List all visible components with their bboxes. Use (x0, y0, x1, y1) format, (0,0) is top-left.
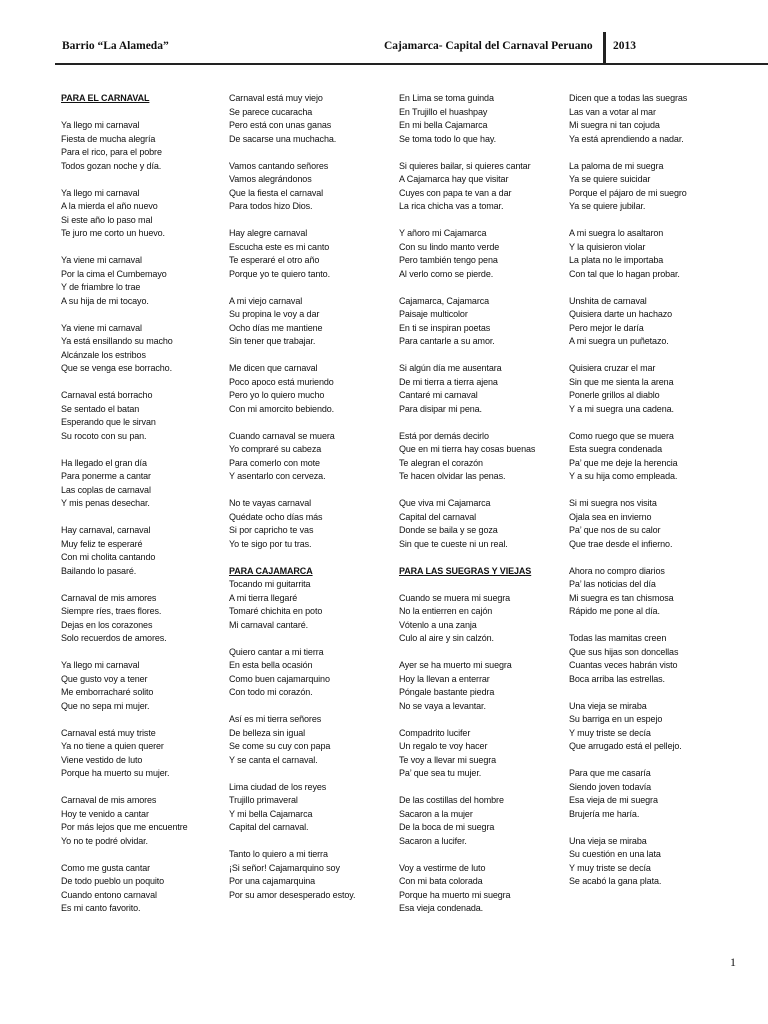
verse-line: A su hija de mi tocayo. (61, 295, 149, 306)
stanza (61, 457, 231, 511)
verse-line: Ponerle grillos al diablo (569, 390, 660, 400)
verse-line: Y muy triste se decía (569, 727, 651, 738)
stanza (229, 781, 399, 835)
verse-line: Fiesta de mucha alegría (61, 133, 156, 144)
verse-line: No te vayas carnaval (229, 498, 312, 508)
verse-line: Porque el pájaro de mi suegro (569, 187, 687, 198)
verse-line: Y a su hija como empleada. (569, 471, 678, 481)
verse-line: Y se canta el carnaval. (229, 754, 318, 765)
verse-line: Esa vieja de mi suegra (569, 795, 658, 805)
section-heading-block (399, 565, 569, 579)
verse-line: Por su amor desesperado estoy. (229, 889, 356, 900)
verse-line: Paisaje multicolor (399, 309, 468, 319)
verse-line: Y asentarlo con cerveza. (229, 471, 326, 481)
verse-line: Ya llego mi carnaval (61, 120, 140, 130)
verse-line: Siempre ríes, traes flores. (61, 606, 162, 616)
stanza (229, 497, 399, 551)
verse-line: De todo pueblo un poquito (61, 876, 165, 886)
verse-line: Unshita de carnaval (569, 295, 647, 306)
section-title: PARA LAS SUEGRAS Y VIEJAS (399, 565, 532, 576)
stanza (569, 160, 739, 214)
verse-line: Se sentado el batan (61, 403, 140, 414)
verse-line: Ya se quiere suicidar (569, 174, 651, 184)
verse-line: Yo no te podré olvidar. (61, 835, 148, 846)
verse-line: Para ponerme a cantar (61, 471, 151, 481)
verse-line: Ya llego mi carnaval (61, 187, 140, 198)
verse-line: Ocho días me mantiene (229, 322, 323, 333)
verse-line: Una vieja se miraba (569, 835, 647, 846)
verse-line: Un regalo te voy hacer (399, 741, 488, 751)
verse-line: Su propina le voy a dar (229, 309, 320, 319)
verse-line: Cuando entono carnaval (61, 889, 157, 900)
verse-line: Voy a vestirme de luto (399, 862, 486, 873)
verse-line: Esperando que le sirvan (61, 417, 156, 427)
stanza (229, 713, 399, 767)
verse-line: Como me gusta cantar (61, 862, 151, 873)
verse-line: Ha llegado el gran día (61, 457, 147, 468)
verse-line: Pero mejor le daría (569, 322, 644, 333)
verse-line: Trujillo primaveral (229, 795, 298, 805)
stanza (399, 362, 569, 416)
verse-line: No la entierren en cajón (399, 606, 493, 616)
verse-line: Que arrugado está el pellejo. (569, 741, 682, 751)
verse-line: Vamos alegrándonos (229, 174, 312, 184)
verse-line: Cuantas veces habrán visto (569, 660, 678, 670)
verse-line: Capital del carnaval. (229, 822, 309, 832)
stanza (399, 430, 569, 484)
verse-line: Que la fiesta el carnaval (229, 187, 324, 198)
verse-line: Para el rico, para el pobre (61, 147, 162, 157)
verse-line: Hoy te venido a cantar (61, 808, 149, 819)
verse-line: Porque ha muerto mi suegra (399, 889, 511, 900)
stanza (399, 862, 569, 916)
verse-line: Esta suegra condenada (569, 444, 662, 454)
verse-line: Con todo mi corazón. (229, 687, 313, 697)
verse-line: A mi tierra llegaré (229, 592, 298, 603)
verse-line: La paloma de mi suegra (569, 160, 664, 171)
verse-line: Tomaré chichita en poto (229, 606, 323, 616)
stanza (229, 362, 399, 416)
verse-line: Pero yo lo quiero mucho (229, 390, 325, 400)
verse-line: Hoy la llevan a enterrar (399, 673, 490, 684)
verse-line: Las coplas de carnaval (61, 484, 151, 495)
verse-line: Las van a votar al mar (569, 106, 656, 117)
stanza (61, 524, 231, 578)
verse-line: Vamos cantando señores (229, 160, 329, 171)
verse-line: Cuando se muera mi suegra (399, 592, 511, 603)
verse-line: Al verlo como se pierde. (399, 268, 494, 279)
verse-line: Vótenlo a una zanja (399, 619, 477, 630)
stanza (61, 592, 231, 646)
verse-line: Ahora no compro diarios (569, 565, 665, 576)
verse-line: Con mi amorcito bebiendo. (229, 403, 335, 414)
verse-line: Quiero cantar a mi tierra (229, 646, 324, 657)
verse-line: Todos gozan noche y día. (61, 160, 162, 171)
stanza (399, 497, 569, 551)
verse-line: Porque ha muerto su mujer. (61, 768, 170, 778)
header-divider (603, 32, 606, 65)
stanza (61, 254, 231, 308)
verse-line: Culo al aire y sin calzón. (399, 633, 494, 643)
verse-line: A mi suegra lo asaltaron (569, 228, 664, 238)
stanza (229, 646, 399, 700)
page-number: 1 (730, 955, 736, 969)
verse-line: En ti se inspiran poetas (399, 322, 491, 333)
stanza (61, 862, 231, 916)
verse-line: Rápido me pone al día. (569, 606, 660, 616)
verse-line: Sin que te cueste ni un real. (399, 538, 508, 549)
verse-line: A mi suegra un puñetazo. (569, 336, 669, 346)
verse-line: Su rocoto con su pan. (61, 430, 147, 441)
verse-line: Para todos hizo Dios. (229, 201, 313, 211)
verse-line: Pa’ que me deje la herencia (569, 457, 678, 468)
verse-line: Dicen que a todas las suegras (569, 93, 688, 103)
verse-line: Como buen cajamarquino (229, 673, 330, 684)
verse-line: Está por demás decirlo (399, 430, 489, 441)
verse-line: Se parece cucaracha (229, 106, 313, 117)
verse-line: Se come su cuy con papa (229, 741, 331, 751)
stanza (569, 227, 739, 281)
verse-line: Carnaval de mis amores (61, 795, 157, 805)
verse-line: Me emborracharé solito (61, 687, 154, 697)
verse-line: Pa’ que nos de su calor (569, 525, 661, 535)
stanza (61, 322, 231, 376)
verse-line: No se vaya a levantar. (399, 700, 486, 711)
verse-line: Ojala sea en invierno (569, 511, 652, 522)
verse-line: Su cuestión en una lata (569, 849, 661, 859)
verse-line: Ya viene mi carnaval (61, 255, 142, 265)
verse-line: Ya se quiere jubilar. (569, 201, 646, 211)
stanza (399, 659, 569, 713)
verse-line: Con tal que lo hagan probar. (569, 268, 680, 279)
stanza (61, 659, 231, 713)
verse-line: Cajamarca, Cajamarca (399, 295, 490, 306)
verse-line: Que gusto voy a tener (61, 673, 148, 684)
verse-line: Una vieja se miraba (569, 700, 647, 711)
verse-line: Mi carnaval cantaré. (229, 619, 309, 630)
stanza (61, 727, 231, 781)
stanza (399, 160, 569, 214)
verse-line: Sin que me sienta la arena (569, 376, 674, 387)
verse-line: De sacarse una muchacha. (229, 133, 337, 144)
verse-line: Yo compraré su cabeza (229, 444, 322, 454)
verse-line: Muy feliz te esperaré (61, 538, 143, 549)
verse-line: Te juro me corto un huevo. (61, 228, 165, 238)
verse-line: Poco apoco está muriendo (229, 376, 334, 387)
header-neighborhood: Barrio “La Alameda” (62, 40, 169, 52)
verse-line: Y de friambre lo trae (61, 282, 141, 292)
verse-line: Brujería me haría. (569, 808, 640, 819)
verse-line: La rica chicha vas a tomar. (399, 201, 504, 211)
verse-line: Mi suegra es tan chismosa (569, 592, 674, 603)
verse-line: Si mi suegra nos visita (569, 498, 657, 508)
section-title: PARA CAJAMARCA (229, 565, 313, 576)
verse-line: Quisiera darte un hachazo (569, 309, 673, 319)
verse-line: Cuyes con papa te van a dar (399, 187, 512, 198)
stanza (569, 565, 739, 619)
verse-line: De belleza sin igual (229, 727, 306, 738)
header-title: Cajamarca- Capital del Carnaval Peruano (384, 40, 593, 52)
stanza (229, 92, 399, 146)
verse-line: Con su lindo manto verde (399, 241, 500, 252)
verse-line: En Trujillo el huashpay (399, 106, 488, 117)
verse-line: A mi viejo carnaval (229, 295, 303, 306)
verse-line: Tanto lo quiero a mi tierra (229, 849, 328, 859)
stanza (229, 430, 399, 484)
stanza (569, 295, 739, 349)
stanza (61, 119, 231, 173)
verse-line: Y añoro mi Cajamarca (399, 228, 487, 238)
verse-line: Que viva mi Cajamarca (399, 498, 491, 508)
verse-line: Porque yo te quiero tanto. (229, 268, 330, 279)
verse-line: La plata no le importaba (569, 255, 664, 265)
verse-line: Viene vestido de luto (61, 754, 143, 765)
stanza (399, 92, 569, 146)
stanza (61, 389, 231, 443)
verse-line: Yo te sigo por tu tras. (229, 538, 312, 549)
verse-line: Alcánzale los estribos (61, 349, 146, 360)
verse-line: Para disipar mi pena. (399, 403, 482, 414)
stanza (229, 160, 399, 214)
stanza (399, 592, 569, 646)
verse-line: Si quieres bailar, si quieres cantar (399, 160, 531, 171)
verse-line: Te voy a llevar mi suegra (399, 754, 497, 765)
stanza (229, 848, 399, 902)
verse-line: A Cajamarca hay que visitar (399, 174, 509, 184)
stanza (569, 430, 739, 484)
stanza (569, 497, 739, 551)
verse-line: Cantaré mi carnaval (399, 390, 478, 400)
verse-line: ¡Si señor! Cajamarquino soy (229, 862, 340, 873)
verse-line: Carnaval de mis amores (61, 592, 157, 603)
column-3 (399, 92, 569, 929)
verse-line: De las costillas del hombre (399, 795, 504, 805)
verse-line: Que sus hijas son doncellas (569, 646, 679, 657)
verse-line: A la mierda el año nuevo (61, 201, 158, 211)
verse-line: Te alegran el corazón (399, 457, 483, 468)
verse-line: Boca arriba las estrellas. (569, 673, 665, 684)
verse-line: Se toma todo lo que hay. (399, 133, 497, 144)
verse-line: Bailando lo pasaré. (61, 565, 137, 576)
verse-line: Dejas en los corazones (61, 619, 153, 630)
stanza (399, 295, 569, 349)
stanza (229, 227, 399, 281)
verse-line: Que en mi tierra hay cosas buenas (399, 444, 536, 454)
verse-line: Sacaron a lucifer. (399, 835, 467, 846)
verse-line: Como ruego que se muera (569, 430, 674, 441)
verse-line: Que no sepa mi mujer. (61, 700, 150, 711)
verse-line: Si algún día me ausentara (399, 363, 502, 373)
column-1 (61, 92, 231, 929)
stanza (399, 794, 569, 848)
verse-line: Capital del carnaval (399, 511, 477, 522)
verse-line: En Lima se toma guinda (399, 93, 494, 103)
verse-line: Para cantarle a su amor. (399, 336, 495, 346)
verse-line: Ya viene mi carnaval (61, 322, 142, 333)
verse-line: Lima ciudad de los reyes (229, 781, 327, 792)
verse-line: Te hacen olvidar las penas. (399, 471, 506, 481)
verse-line: Por la cima el Cumbemayo (61, 268, 167, 279)
verse-line: Carnaval está muy triste (61, 727, 156, 738)
verse-line: Por una cajamarquina (229, 876, 316, 886)
verse-line: Quédate ocho días más (229, 511, 323, 522)
verse-line: Y la quisieron violar (569, 241, 646, 252)
section-heading-block (229, 565, 399, 633)
verse-line: Y muy triste se decía (569, 862, 651, 873)
verse-line: Hay alegre carnaval (229, 228, 308, 238)
verse-line: Sacaron a la mujer (399, 808, 473, 819)
verse-line: Se acabó la gana plata. (569, 876, 662, 886)
verse-line: Si por capricho te vas (229, 525, 314, 535)
verse-line: Carnaval está borracho (61, 390, 153, 400)
stanza (61, 794, 231, 848)
verse-line: De mi tierra a tierra ajena (399, 376, 498, 387)
verse-line: Que se venga ese borracho. (61, 363, 172, 373)
verse-line: Con mi cholita cantando (61, 552, 156, 562)
stanza (399, 727, 569, 781)
stanza (61, 187, 231, 241)
verse-line: Carnaval está muy viejo (229, 93, 323, 103)
verse-line: Así es mi tierra señores (229, 714, 322, 724)
verse-line: Póngale bastante piedra (399, 687, 495, 697)
verse-line: Pa’ que sea tu mujer. (399, 768, 482, 778)
verse-line: Su barriga en un espejo (569, 714, 663, 724)
verse-line: Ya está aprendiendo a nadar. (569, 133, 684, 144)
stanza (569, 92, 739, 146)
section-heading-block (61, 92, 231, 106)
stanza (569, 700, 739, 754)
verse-line: Pero está con unas ganas (229, 120, 332, 130)
verse-line: De la boca de mi suegra (399, 822, 495, 832)
stanza (569, 767, 739, 821)
verse-line: Es mi canto favorito. (61, 903, 141, 913)
verse-line: Escucha este es mi canto (229, 241, 330, 252)
verse-line: Ayer se ha muerto mi suegra (399, 660, 512, 670)
verse-line: Ya llego mi carnaval (61, 660, 140, 670)
verse-line: Te esperaré el otro año (229, 255, 320, 265)
section-title: PARA EL CARNAVAL (61, 93, 150, 103)
header-rule (55, 63, 768, 65)
verse-line: En mi bella Cajamarca (399, 120, 488, 130)
verse-line: Mi suegra ni tan cojuda (569, 120, 660, 130)
verse-line: Sin tener que trabajar. (229, 336, 316, 346)
verse-line: Para que me casaría (569, 768, 651, 778)
column-4 (569, 92, 739, 902)
verse-line: Y mi bella Cajamarca (229, 808, 313, 819)
stanza (569, 362, 739, 416)
verse-line: Que trae desde el infierno. (569, 538, 673, 549)
stanza (229, 295, 399, 349)
verse-line: Y a mi suegra una cadena. (569, 403, 674, 414)
stanza (569, 632, 739, 686)
verse-line: Pa’ las noticias del día (569, 579, 656, 589)
verse-line: En esta bella ocasión (229, 660, 313, 670)
verse-line: Quisiera cruzar el mar (569, 363, 656, 373)
verse-line: Cuando carnaval se muera (229, 430, 335, 441)
verse-line: Por más lejos que me encuentre (61, 822, 188, 832)
verse-line: Con mi bata colorada (399, 876, 483, 886)
stanza (399, 227, 569, 281)
verse-line: Esa vieja condenada. (399, 903, 484, 913)
verse-line: Me dicen que carnaval (229, 363, 318, 373)
verse-line: Donde se baila y se goza (399, 525, 498, 535)
verse-line: Y mis penas desechar. (61, 498, 150, 508)
stanza (569, 835, 739, 889)
verse-line: Ya está ensillando su macho (61, 336, 173, 346)
column-2 (229, 92, 399, 916)
verse-line: Hay carnaval, carnaval (61, 525, 151, 535)
verse-line: Para comerlo con mote (229, 457, 320, 468)
verse-line: Siendo joven todavía (569, 781, 652, 792)
verse-line: Solo recuerdos de amores. (61, 633, 167, 643)
verse-line: Compadrito lucifer (399, 727, 471, 738)
header-year: 2013 (613, 40, 636, 52)
verse-line: Tocando mi guitarrita (229, 579, 311, 589)
verse-line: Pero también tengo pena (399, 255, 498, 265)
verse-line: Si este año lo paso mal (61, 214, 153, 225)
verse-line: Todas las mamitas creen (569, 633, 667, 643)
verse-line: Ya no tiene a quien querer (61, 741, 164, 751)
